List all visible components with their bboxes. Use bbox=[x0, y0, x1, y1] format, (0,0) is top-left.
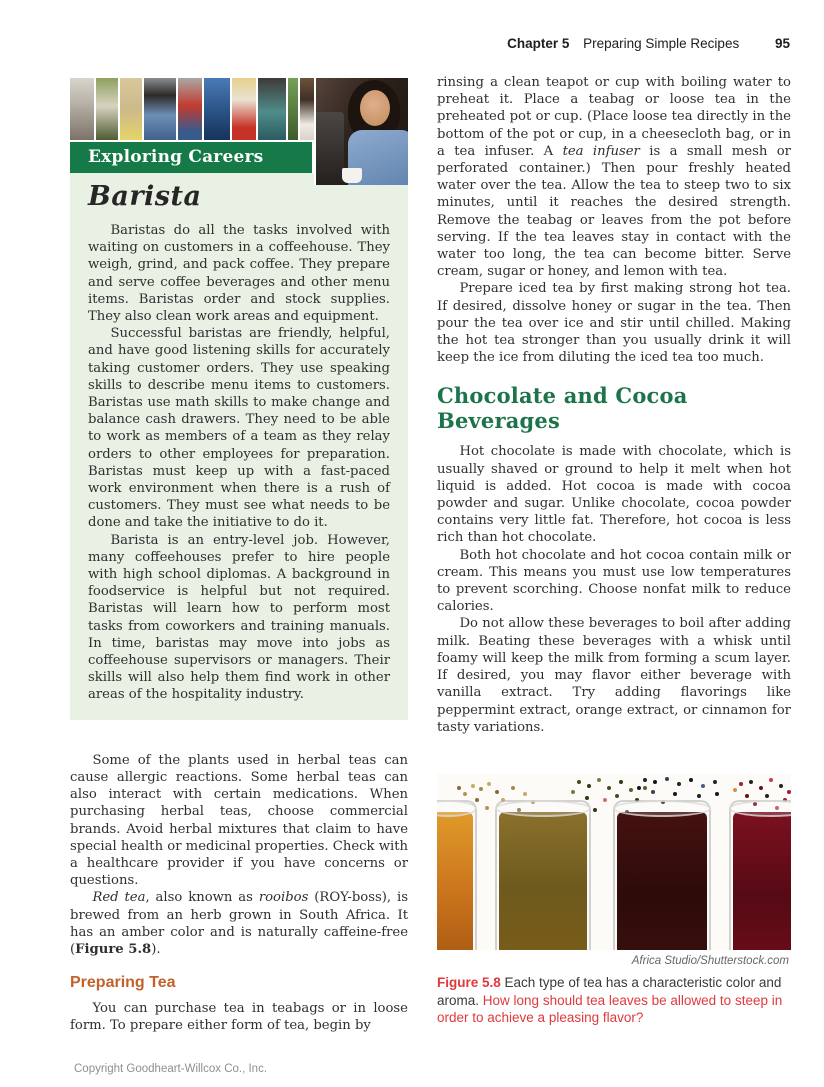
running-head bbox=[507, 36, 790, 51]
copyright-line: Copyright Goodheart-Willcox Co., Inc. bbox=[74, 1063, 268, 1075]
career-photo bbox=[232, 78, 256, 140]
boiling-paragraph: Do not allow these beverages to boil after adding milk. Beating these beverages with a whisk until foamy will keep the milk from forming a scum layer. If desired, you may flavor either beverage with vanilla extract. Try adding flavorings like peppermint extract, orange extract, or cinnamon for tasty variations. bbox=[437, 616, 791, 735]
espresso-machine-shape bbox=[314, 112, 344, 185]
chapter-title: Preparing Simple Recipes bbox=[583, 36, 740, 51]
career-photo bbox=[178, 78, 202, 140]
figure-5-8 bbox=[437, 774, 791, 1027]
tea-glass-red bbox=[729, 800, 791, 950]
tea-steeping-paragraph: rinsing a clean teapot or cup with boiling water to preheat it. Place a teabag or loose tea in the preheated pot or cup. (Place loose tea directly in the bottom of the pot or cup, in a cheesecloth bag, or in a tea infuser. A tea infuser is a small mesh or perforated container.) Then pour freshly heated water over the tea. Allow the tea to steep two to six minutes, until it reaches the desired strength. Remove the teabag or leaves from the pot before serving. If the tea leaves stay in contact with the water too long, the tea can become bitter. Serve cream, sugar or honey, and lemon with tea. bbox=[437, 75, 791, 280]
tea-leaves-scatter bbox=[739, 782, 743, 786]
left-body-text bbox=[70, 752, 408, 1035]
hot-chocolate-paragraph: Hot chocolate is made with chocolate, which is usually shaved or ground to help it melt when hot liquid is added. Hot cocoa is made with cocoa powder and sugar. Unlike chocolate, cocoa powder contains very little fat. Therefore, hot cocoa is less rich than hot chocolate. bbox=[437, 444, 791, 546]
iced-tea-paragraph: Prepare iced tea by first making strong hot tea. If desired, dissolve honey or sugar in the tea. Then pour the tea over ice and stir until chilled. Making the hot tea stronger than you usually drink it will keep the ice from diluting the iced tea too much. bbox=[437, 281, 791, 366]
figure-caption: Figure 5.8 Each type of tea has a characteristic color and aroma. How long should tea leaves be allowed to steep in order to achieve a pleasing flavor? bbox=[437, 975, 783, 1025]
tea-glass-dark bbox=[613, 800, 711, 950]
barista-face-shape bbox=[360, 90, 390, 126]
tea-leaves-scatter bbox=[643, 778, 647, 782]
page-number: 95 bbox=[774, 36, 790, 51]
tea-glasses-photo bbox=[437, 774, 791, 950]
red-tea-paragraph: Red tea, also known as rooibos (ROY-boss), is brewed from an herb grown in South Africa. It has an amber color and is naturally caffeine-free (Figure 5.8). bbox=[70, 890, 408, 957]
career-photo bbox=[288, 78, 298, 140]
tea-glass-amber bbox=[437, 800, 477, 950]
preparing-tea-paragraph: You can purchase tea in teabags or in loose form. To prepare either form of tea, begin by bbox=[70, 1001, 408, 1034]
careers-box-title: Barista bbox=[88, 181, 202, 212]
chapter-label: Chapter 5 bbox=[507, 36, 570, 51]
career-photo bbox=[70, 78, 94, 140]
left-column bbox=[70, 78, 408, 1035]
tea-leaves-scatter bbox=[577, 780, 581, 784]
herbal-tea-paragraph: Some of the plants used in herbal teas can cause allergic reactions. Some herbal teas can also interact with certain medications. When purchasing herbal teas, choose commercial brands. Avoid herbal mixtures that claim to have special health or medicinal properties. Check with a healthcare provider if you have concerns or questions. bbox=[70, 752, 408, 889]
milk-cream-paragraph: Both hot chocolate and hot cocoa contain milk or cream. This means you must use low temperatures to prevent scorching. Choose nonfat milk to reduce calories. bbox=[437, 547, 791, 615]
career-photo bbox=[204, 78, 230, 140]
coffee-cup-shape bbox=[342, 168, 362, 183]
careers-box-body bbox=[70, 173, 408, 720]
career-photo bbox=[258, 78, 286, 140]
career-photo bbox=[120, 78, 142, 140]
careers-photo-strip bbox=[70, 78, 312, 140]
preparing-tea-heading: Preparing Tea bbox=[70, 974, 176, 992]
chocolate-cocoa-heading: Chocolate and Cocoa Beverages bbox=[437, 383, 688, 434]
exploring-careers-banner: Exploring Careers bbox=[70, 142, 312, 173]
photo-credit: Africa Studio/Shutterstock.com bbox=[631, 955, 789, 967]
tea-leaves-scatter bbox=[471, 784, 475, 788]
barista-photo bbox=[314, 78, 408, 185]
right-column bbox=[437, 74, 791, 1025]
tea-glass-olive bbox=[495, 800, 591, 950]
careers-paragraph: Successful baristas are friendly, helpful, and have good listening skills for accurately taking customer orders. They use speaking skills to describe menu items to customers. Baristas use math skills to make change and balance cash drawers. They need to be able to work as members of a team as they relay orders to other employees for preparation. Baristas must keep up with a fast-paced work environment when there is a rush of customers. They must see what needs to be done and take the initiative to do it. bbox=[88, 326, 390, 531]
career-photo bbox=[96, 78, 118, 140]
career-photo bbox=[144, 78, 176, 140]
careers-paragraph: Barista is an entry-level job. However, many coffeehouses prefer to hire people with high school diplomas. A background in foodservice is helpful but not required. Baristas will learn how to perform most tasks from coworkers and training manuals. In time, baristas may move into jobs as coffeehouse supervisors or managers. Their skills will also help them find work in other areas of the hospitality industry. bbox=[88, 532, 390, 703]
careers-paragraph: Baristas do all the tasks involved with waiting on customers in a coffeehouse. They weigh, grind, and pack coffee. They prepare and serve coffee beverages and other menu items. Baristas order and stock supplies. They also clean work areas and equipment. bbox=[88, 223, 390, 325]
exploring-careers-box bbox=[70, 78, 408, 720]
